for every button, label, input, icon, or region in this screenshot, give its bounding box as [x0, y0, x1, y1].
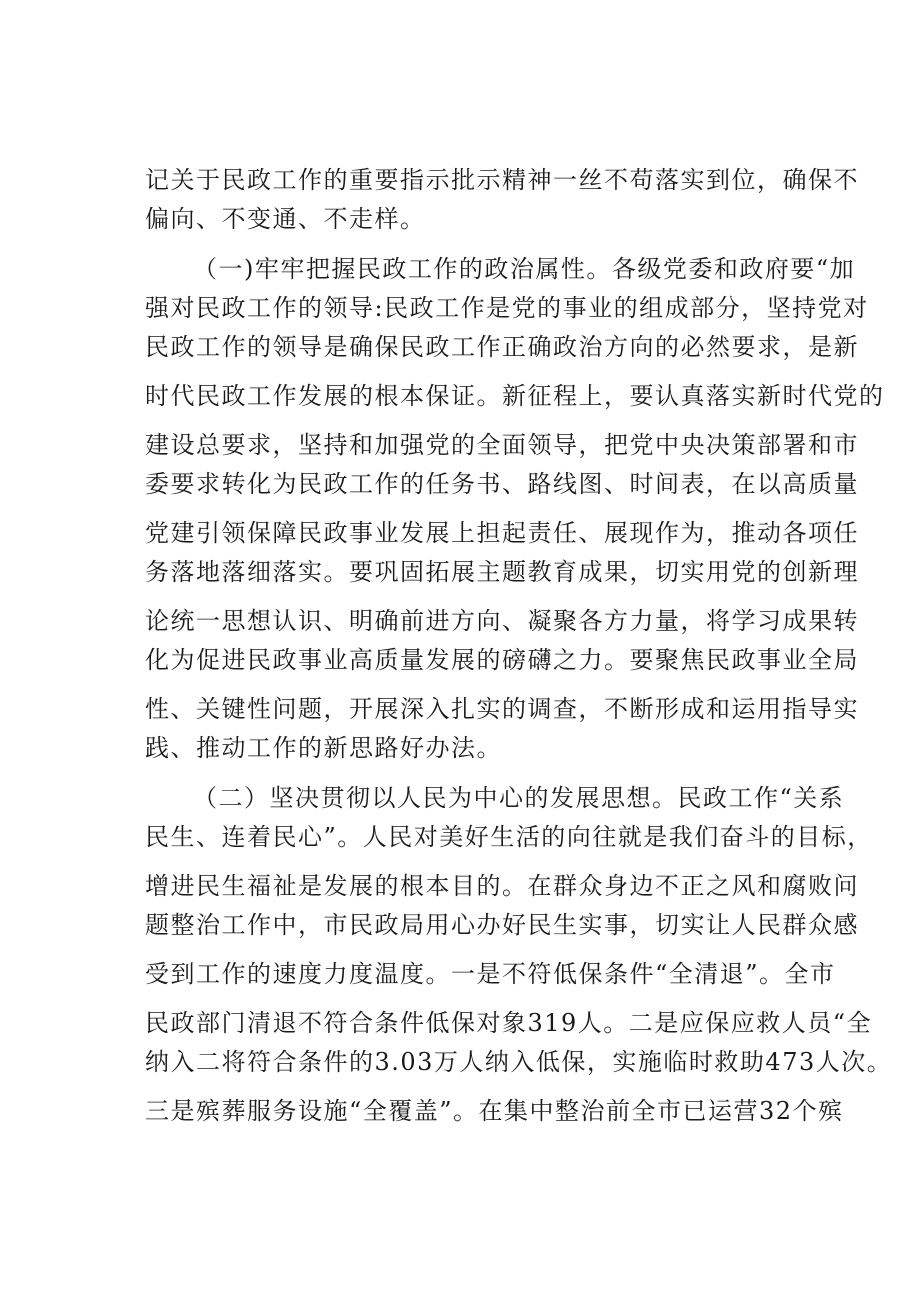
paragraph-heading-2: （二）坚决贯彻以人民为中心的发展思想。民政工作“关系	[193, 784, 845, 812]
text-line: 民生、连着民心”。人民对美好生活的向往就是我们奋斗的目标，	[145, 823, 873, 851]
text-line: 建设总要求，坚持和加强党的全面领导，把党中央决策部署和市	[145, 431, 859, 459]
text-line: 题整治工作中，市民政局用心办好民生实事，切实让人民群众感	[145, 911, 859, 939]
text-line: 性、关键性问题，开展深入扎实的调查，不断形成和运用指导实	[145, 695, 859, 723]
text-line: 化为促进民政事业高质量发展的磅礴之力。要聚焦民政事业全局	[145, 646, 859, 674]
text-line: 委要求转化为民政工作的任务书、路线图、时间表，在以高质量	[145, 470, 859, 498]
text-line: 受到工作的速度力度温度。一是不符低保条件“全清退”。全市	[145, 960, 836, 988]
text-line: 偏向、不变通、不走样。	[145, 205, 426, 233]
text-line: 强对民政工作的领导:民政工作是党的事业的组成部分，坚持党对	[145, 294, 869, 322]
text-line: 践、推动工作的新思路好办法。	[145, 734, 502, 762]
text-line: 民政工作的领导是确保民政工作正确政治方向的必然要求，是新	[145, 333, 859, 361]
text-line: 记关于民政工作的重要指示批示精神一丝不苟落实到位，确保不	[145, 166, 859, 194]
text-line: 民政部门清退不符合条件低保对象319人。二是应保应救人员“全	[145, 1009, 873, 1037]
text-line: 党建引领保障民政事业发展上担起责任、展现作为，推动各项任	[145, 519, 859, 547]
text-line: 增进民生福祉是发展的根本目的。在群众身边不正之风和腐败问	[145, 872, 859, 900]
text-line: 务落地落细落实。要巩固拓展主题教育成果，切实用党的创新理	[145, 558, 859, 586]
text-line: 时代民政工作发展的根本保证。新征程上，要认真落实新时代党的	[145, 382, 885, 410]
paragraph-heading-1: （一)牢牢把握民政工作的政治属性。各级党委和政府要“加	[193, 255, 856, 283]
text-line: 论统一思想认识、明确前进方向、凝聚各方力量，将学习成果转	[145, 607, 859, 635]
text-line: 纳入二将符合条件的3.03万人纳入低保，实施临时救助473人次。	[145, 1048, 893, 1076]
text-line: 三是殡葬服务设施“全覆盖”。在集中整治前全市已运营32个殡	[145, 1097, 844, 1125]
